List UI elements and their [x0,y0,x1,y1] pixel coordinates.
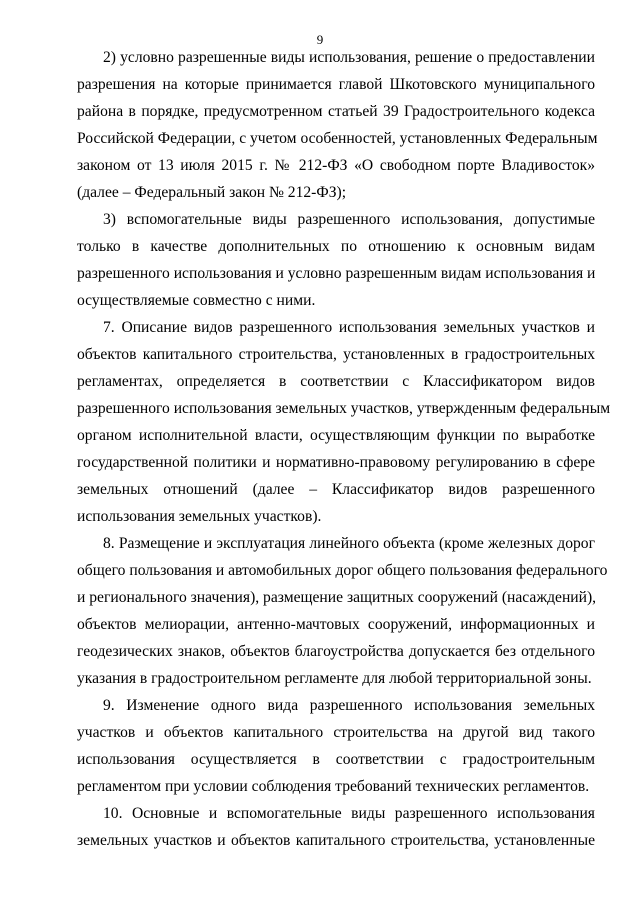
page-number: 9 [316,32,324,47]
text-line: и регионального значения), размещение защитных сооружений (насаждений), [77,589,597,606]
text-line: геодезических знаков, объектов благоустройства допускается без отдельного [77,643,595,660]
text-line: земельных участков и объектов капитального строительства, установленные [77,832,595,849]
text-line: земельных отношений (далее – Классификатор видов разрешенного [77,481,595,498]
text-line: государственной политики и нормативно-правовому регулированию в сфере [77,454,595,471]
text-line: 8. Размещение и эксплуатация линейного объекта (кроме железных дорог [103,535,595,552]
text-line: 10. Основные и вспомогательные виды разрешенного использования [103,805,595,822]
text-line: Российской Федерации, с учетом особенностей, установленных Федеральным [77,130,598,147]
text-line: разрешенного использования и условно разрешенным видам использования и [77,265,596,282]
text-line: общего пользования и автомобильных дорог общего пользования федерального [77,562,608,579]
text-line: органом исполнительной власти, осуществляющим функции по выработке [77,427,595,444]
text-line: разрешения на которые принимается главой Шкотовского муниципального [77,76,595,93]
text-line: разрешенного использования земельных участков, утвержденным федеральным [77,400,611,417]
text-line: объектов капитального строительства, установленных в градостроительных [77,346,595,363]
text-line: только в качестве дополнительных по отношению к основным видам [77,238,595,255]
text-line: 2) условно разрешенные виды использования, решение о предоставлении [103,49,595,66]
text-line: участков и объектов капитального строительства на другой вид такого [77,724,595,741]
text-line: законом от 13 июля 2015 г. № 212-ФЗ «О свободном порте Владивосток» [77,157,595,174]
text-line: использования осуществляется в соответствии с градостроительным [77,751,595,768]
text-line: регламентах, определяется в соответствии с Классификатором видов [77,373,595,390]
text-line: регламентом при условии соблюдения требований технических регламентов. [77,778,590,795]
text-line: указания в градостроительном регламенте для любой территориальной зоны. [77,670,592,687]
text-line: (далее – Федеральный закон № 212-ФЗ); [77,184,347,201]
text-line: района в порядке, предусмотренном статьей 39 Градостроительного кодекса [77,103,595,120]
text-line: осуществляемые совместно с ними. [77,292,316,309]
text-line: объектов мелиорации, антенно-мачтовых сооружений, информационных и [77,616,595,633]
text-line: 9. Изменение одного вида разрешенного использования земельных [103,697,595,714]
text-line: использования земельных участков). [77,508,322,525]
text-line: 7. Описание видов разрешенного использования земельных участков и [103,319,595,336]
text-line: 3) вспомогательные виды разрешенного использования, допустимые [103,211,595,228]
